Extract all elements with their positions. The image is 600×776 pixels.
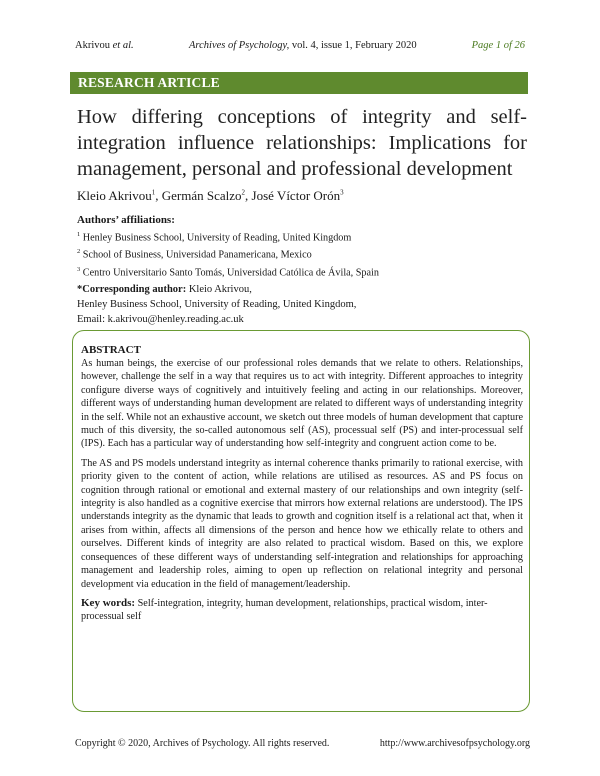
keywords: Key words: Self-integration, integrity, human development, relationships, practical wisdom, inter-processual self	[81, 596, 488, 623]
author-name: Kleio Akrivou$^1$	[77, 188, 156, 203]
author-name: Germán Scalzo$^2$	[161, 188, 246, 203]
article-type-banner: RESEARCH ARTICLE	[70, 72, 528, 94]
abstract-paragraph: As human beings, the exercise of our professional roles demands that we relate to others. Relationships, however, challenge the self in a way that requires us to act with integrity. Different approaches to integrity configure diverse ways of cognitively and intuitively feeling and acting in our relationships. Moreover, different ways of understanding human development are related to different ways of understanding integrity in the self. While not an exhaustive account, we sketch out three models of human development that capture much of this diversity, the so-called autonomous self (AS), processual self (PS) and inter-processual self (IPS). Each has a particular way of understanding how self-integrity and congruent action come to be.	[81, 358, 523, 450]
header-journal: Archives of Psychology, vol. 4, issue 1, February 2020	[189, 40, 417, 51]
affiliation-item: $^3$ Centro Universitario Santo Tomás, Universidad Católica de Ávila, Spain	[77, 265, 379, 279]
abstract-heading: ABSTRACT	[81, 344, 141, 356]
affiliations-heading: Authors’ affiliations:	[77, 214, 175, 226]
abstract-paragraph: The AS and PS models understand integrity as internal coherence thanks primarily to rational exercise, with priority given to the content of action, while relations are utilised as resources. AS and PS focus on cognition through rational or emotional and external mastery of our relationships and own integrity (self-integrity is also handled as a cognitive exercise that mirrors how external relations are understood). The IPS understands integrity as the dynamic that leads to growth and cognition itself is a relational act that, when it arises from within, affects all dimensions of the person and hence how we ethically relate to others and ourselves. Different kinds of integrity are also related to practical wisdom. Based on this, we explore consequences of these different ways of understanding self-integration and relationships for approaching management and leadership roles, aiming to open up reflection on relational integrity and personal development via education in the field of management/leadership.	[81, 457, 523, 590]
article-title: How differing conceptions of integrity and self-integration influence relationships: Implications for management, personal and professional development	[77, 106, 527, 180]
abstract-box	[72, 330, 530, 712]
journal-url-link[interactable]: http://www.archivesofpsychology.org	[379, 738, 530, 749]
affiliation-item: $^2$ School of Business, Universidad Panamericana, Mexico	[77, 248, 312, 261]
corresponding-author: *Corresponding author: Kleio Akrivou, Henley Business School, University of Reading, United Kingdom, Email: k.akrivou@henley.reading.ac.uk	[77, 284, 357, 325]
running-header	[75, 40, 525, 54]
page-footer	[75, 738, 530, 752]
email-link[interactable]: k.akrivou@henley.reading.ac.uk	[107, 314, 244, 325]
author-name: José Víctor Orón$^3$	[251, 188, 344, 203]
author-list: Kleio Akrivou$^1$, Germán Scalzo$^2$, José Víctor Orón$^3$	[77, 188, 344, 203]
affiliations-list	[77, 228, 379, 280]
header-author: Akrivou et al.	[75, 40, 134, 51]
copyright-notice: Copyright © 2020, Archives of Psychology. All rights reserved.	[75, 738, 330, 749]
affiliation-item: $^1$ Henley Business School, University of Reading, United Kingdom	[77, 231, 352, 244]
header-page-number: Page 1 of 26	[471, 40, 525, 51]
